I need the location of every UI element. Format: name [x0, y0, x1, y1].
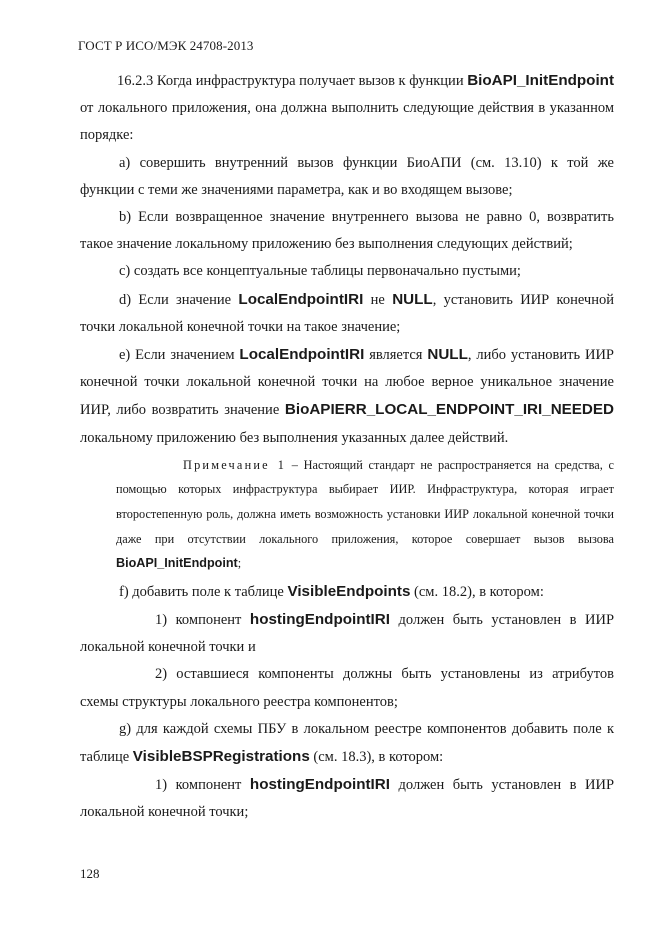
list-item-g: g) для каждой схемы ПБУ в локальном реестре компонентов добавить поле к таблице VisibleBSPRegistrations (см. 18.3), в котором: — [80, 720, 614, 766]
note-label: Примечание 1 — [183, 457, 287, 472]
document-body — [80, 67, 614, 827]
list-item-f-1: 1) компонент hostingEndpointIRI должен быть установлен в ИИР локальной конечной точки и — [80, 611, 615, 656]
table-name: VisibleEndpoints — [287, 582, 411, 600]
term-hosting-endpoint-iri: hostingEndpointIRI — [249, 776, 390, 794]
term-local-endpoint-iri: LocalEndpointIRI — [238, 290, 364, 308]
list-item-f-2: 2) оставшиеся компоненты должны быть установлены из атрибутов схемы структуры локального реестра компонентов; — [80, 666, 614, 710]
term-local-endpoint-iri: LocalEndpointIRI — [239, 346, 365, 364]
term-error-code: BioAPIERR_LOCAL_ENDPOINT_IRI_NEEDED — [284, 401, 614, 419]
paragraph-16-2-3: 16.2.3 Когда инфраструктура получает вызов к функции BioAPI_InitEndpoint от локального приложения, она должна выполнить следующие действия в указанном порядке: — [80, 72, 614, 144]
list-item-d: d) Если значение LocalEndpointIRI не NULL, установить ИИР конечной точки локальной конечной точки на такое значение; — [80, 290, 614, 335]
term-null: NULL — [427, 346, 468, 364]
list-item-c: c) создать все концептуальные таблицы первоначально пустыми; — [119, 263, 521, 280]
page-number: 128 — [80, 866, 100, 881]
list-item-e: e) Если значением LocalEndpointIRI является NULL, либо установить ИИР конечной точки локальной конечной точки на любое верное уникальное значение ИИР, либо возвратить значение BioAPIERR_LOCAL_ENDPOINT_IRI_NEEDED локальному приложению без выполнения указанных далее действий. — [80, 346, 614, 446]
term-hosting-endpoint-iri: hostingEndpointIRI — [249, 611, 390, 629]
function-name: BioAPI_InitEndpoint — [116, 556, 238, 571]
list-item-a: а) совершить внутренний вызов функции БиоАПИ (см. 13.10) к той же функции с теми же значениями параметра, как и во входящем вызове; — [80, 154, 614, 198]
table-name: VisibleBSPRegistrations — [132, 748, 310, 766]
term-null: NULL — [392, 290, 433, 308]
note-1: Примечание 1 – Настоящий стандарт не распространяется на средства, с помощью которых инфраструктура выбирает ИИР. Инфраструктура, которая играет второстепенную роль, должна иметь возможность установки ИИР локальной конечной точки даже при отсутствии локального приложения, которое совершает вызов вызова BioAPI_InitEndpoint; — [116, 457, 614, 571]
running-header: ГОСТ Р ИСО/МЭК 24708-2013 — [78, 38, 254, 53]
list-item-g-1: 1) компонент hostingEndpointIRI должен быть установлен в ИИР локальной конечной точки; — [80, 776, 615, 821]
list-item-f: f) добавить поле к таблице VisibleEndpoints (см. 18.2), в котором: — [119, 582, 544, 600]
list-item-b: b) Если возвращенное значение внутреннего вызова не равно 0, возвратить такое значение локальному приложению без выполнения следующих действий; — [80, 209, 614, 253]
function-name: BioAPI_InitEndpoint — [467, 72, 614, 89]
